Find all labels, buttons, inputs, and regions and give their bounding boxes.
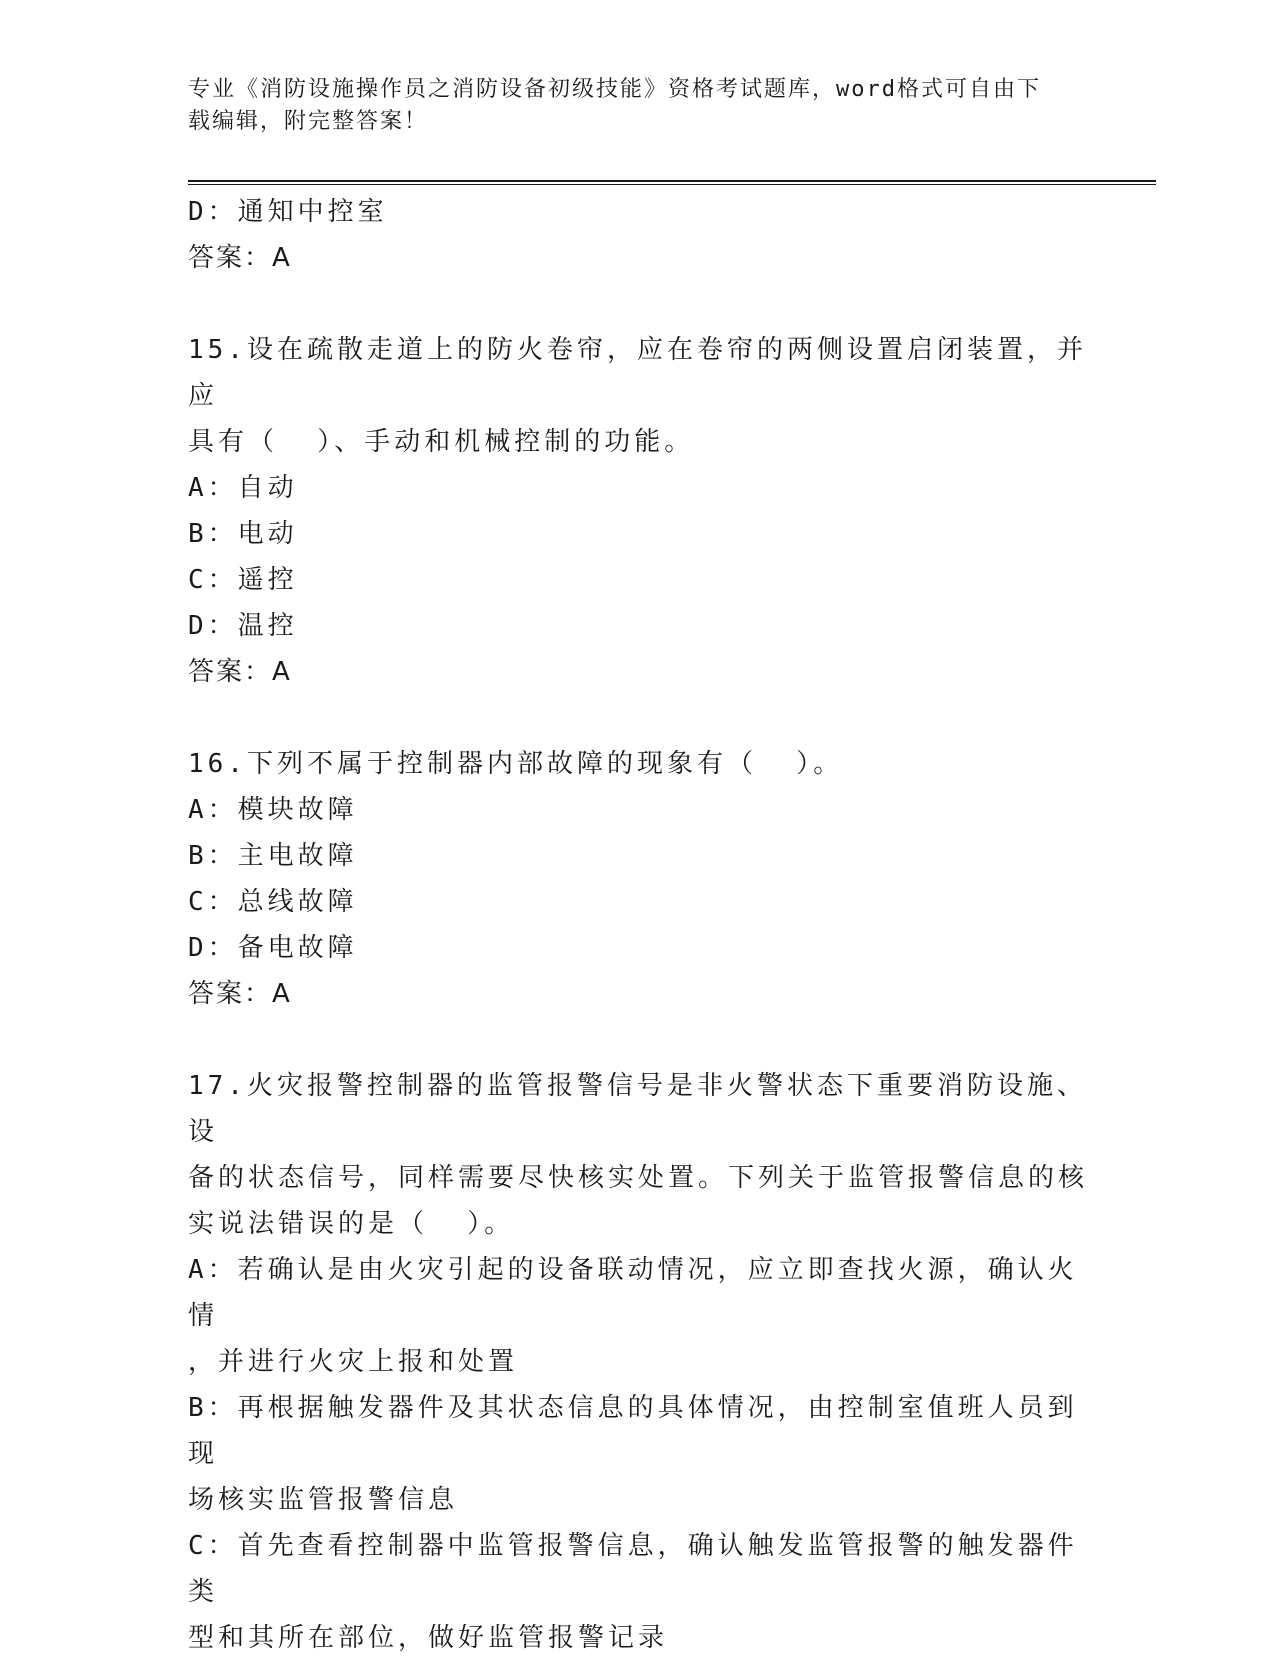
option-c: C：总线故障: [188, 887, 358, 917]
option-b-continued: 场核实监管报警信息: [188, 1485, 459, 1515]
answer-line: 答案：A: [188, 979, 292, 1009]
header-line-2: 载编辑，附完整答案！: [188, 109, 429, 134]
option-d: D：温控: [188, 611, 298, 641]
spacer: [188, 281, 1088, 327]
question-content: [188, 189, 1088, 1661]
option-d: D：通知中控室: [188, 197, 388, 227]
question-17: [188, 1063, 1088, 1661]
question-16: [188, 741, 1088, 1017]
option-b: B：再根据触发器件及其状态信息的具体情况，由控制室值班人员到现: [188, 1393, 1078, 1469]
option-a: A：自动: [188, 473, 298, 503]
option-a: A：模块故障: [188, 795, 358, 825]
option-b: B：电动: [188, 519, 298, 549]
spacer: [188, 695, 1088, 741]
question-stem-line: 17.火灾报警控制器的监管报警信号是非火警状态下重要消防设施、设: [188, 1071, 1087, 1147]
option-c: C：首先查看控制器中监管报警信息，确认触发监管报警的触发器件类: [188, 1531, 1078, 1607]
question-stem-line: 实说法错误的是（ ）。: [188, 1209, 515, 1239]
option-c-continued: 型和其所在部位，做好监管报警记录: [188, 1623, 669, 1653]
document-header: [188, 74, 1088, 138]
option-a: A：若确认是由火灾引起的设备联动情况，应立即查找火源，确认火情: [188, 1255, 1078, 1331]
question-15: [188, 327, 1088, 695]
spacer: [188, 1017, 1088, 1063]
header-line-1: 专业《消防设施操作员之消防设备初级技能》资格考试题库，word格式可自由下: [188, 77, 1041, 102]
question-stem-line: 16.下列不属于控制器内部故障的现象有（ ）。: [188, 749, 844, 779]
answer-line: 答案：A: [188, 243, 292, 273]
question-stem-line: 具有（ ）、手动和机械控制的功能。: [188, 427, 695, 457]
option-d: D：备电故障: [188, 933, 358, 963]
option-c: C：遥控: [188, 565, 298, 595]
option-b: B：主电故障: [188, 841, 358, 871]
answer-line: 答案：A: [188, 657, 292, 687]
header-divider: [188, 180, 1156, 185]
question-stem-line: 备的状态信号，同样需要尽快核实处置。下列关于监管报警信息的核: [188, 1163, 1089, 1193]
option-a-continued: ，并进行火灾上报和处置: [188, 1347, 519, 1377]
question-stem-line: 15.设在疏散走道上的防火卷帘，应在卷帘的两侧设置启闭装置，并应: [188, 335, 1087, 411]
